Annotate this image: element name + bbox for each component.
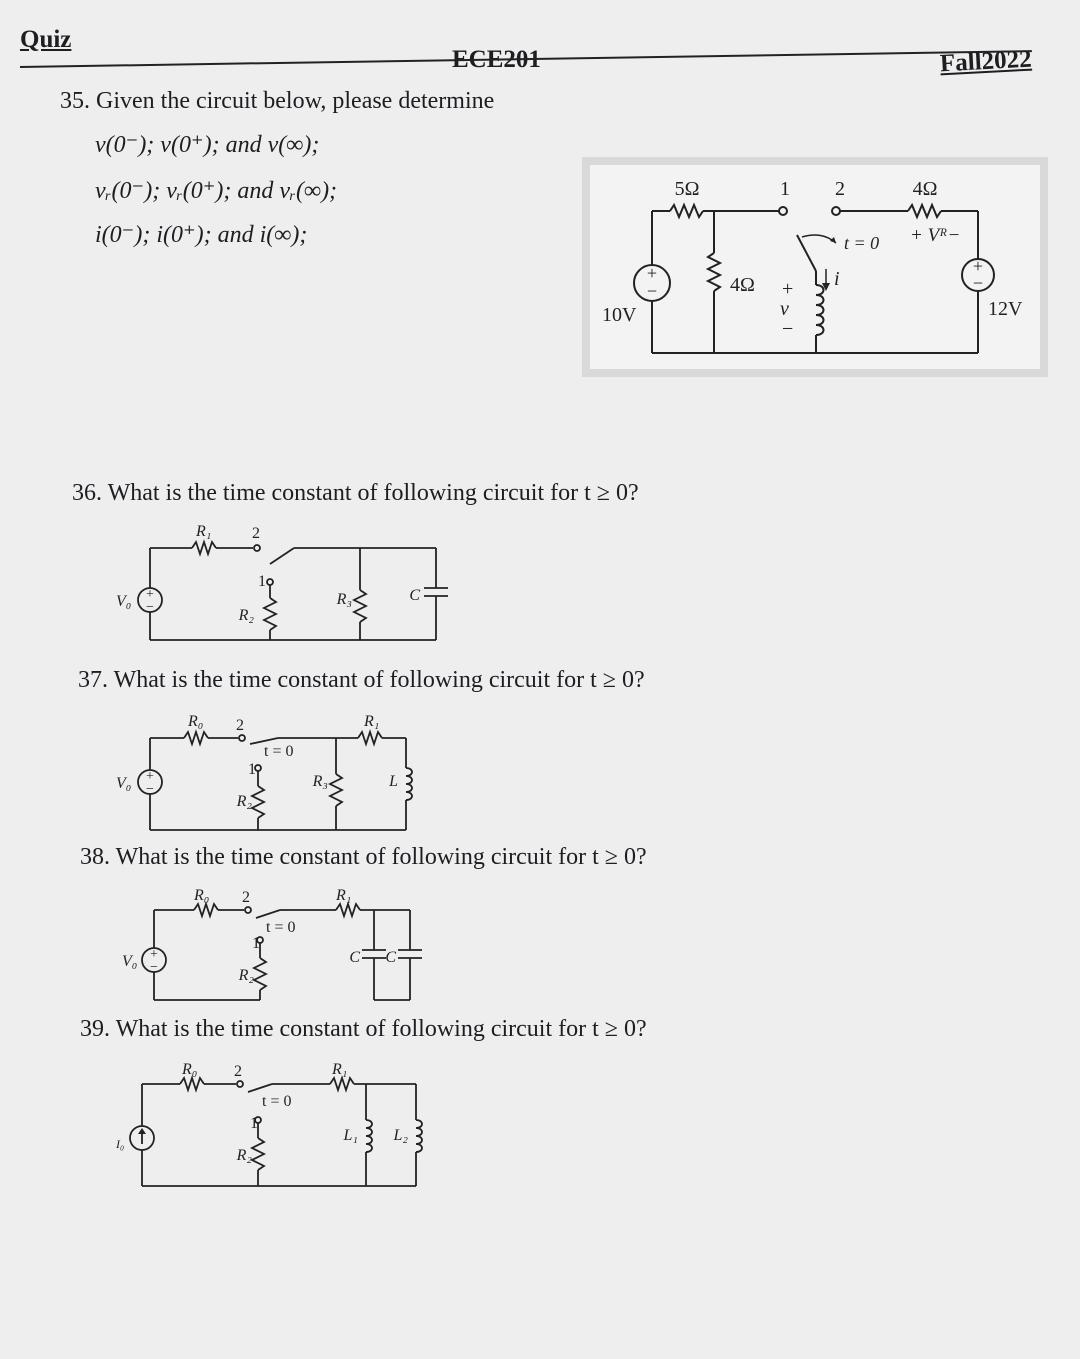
q35-v-minus: − <box>782 318 794 340</box>
q36-stem: 36. What is the time constant of following circuit for t ≥ 0? <box>72 480 639 506</box>
svg-text:+: + <box>146 587 154 602</box>
q35-v-plus: + <box>782 278 794 300</box>
q38-switch-time: t = 0 <box>266 919 296 936</box>
q38-r2-label: R₂ <box>238 967 254 984</box>
q38-c1-label: C <box>349 949 360 966</box>
svg-text:−: − <box>146 782 154 797</box>
q36-r1-label: R₁ <box>196 523 212 540</box>
q39-circuit <box>110 1056 440 1196</box>
q38-r0-label: R₀ <box>194 887 210 904</box>
q37-r2-label: R₂ <box>236 793 252 810</box>
q35-v-left: 10V <box>602 304 637 326</box>
q39-r1-label: R₁ <box>332 1061 348 1078</box>
q37-v0-label: V₀ <box>116 775 132 792</box>
q38-v0-label: V₀ <box>122 953 138 970</box>
q39-node2: 2 <box>234 1063 242 1080</box>
q37-r3-label: R₃ <box>312 773 328 790</box>
q38-r1-label: R₁ <box>336 887 352 904</box>
svg-text:−: − <box>146 600 154 615</box>
q39-i0-label: I₀ <box>116 1137 125 1151</box>
q37-r0-label: R₀ <box>188 713 204 730</box>
q39-node1: 1 <box>250 1115 258 1132</box>
q39-stem: 39. What is the time constant of following circuit for t ≥ 0? <box>80 1016 647 1042</box>
q39-r0-label: R₀ <box>182 1061 198 1078</box>
q35-node1: 1 <box>780 178 790 200</box>
q35-r-right-label: 4Ω <box>912 178 938 200</box>
q37-node2: 2 <box>236 717 244 734</box>
q35-circuit-frame <box>582 157 1048 377</box>
q35-src1-plus: + <box>646 263 658 283</box>
q35-switch-time: t = 0 <box>844 233 880 253</box>
svg-text:−: − <box>150 960 158 975</box>
q35-circuit <box>590 165 1040 369</box>
q35-r-top-label: 5Ω <box>674 178 700 200</box>
q37-node1: 1 <box>248 761 256 778</box>
course-code: ECE201 <box>452 46 541 73</box>
q35-v-label: v <box>780 298 789 320</box>
quiz-label: Quiz <box>20 26 72 53</box>
q35-vr-label: + Vᴿ− <box>910 225 961 246</box>
q36-r2-label: R₂ <box>238 607 254 624</box>
svg-text:+: + <box>146 769 154 784</box>
q37-circuit <box>110 706 430 836</box>
q38-stem: 38. What is the time constant of following circuit for t ≥ 0? <box>80 844 647 870</box>
q35-line2: vᵣ(0⁻); vᵣ(0⁺); and vᵣ(∞); <box>95 178 338 204</box>
q35-i-label: i <box>834 268 840 290</box>
q36-node1: 1 <box>258 573 266 590</box>
q35-line1: v(0⁻); v(0⁺); and v(∞); <box>95 132 320 158</box>
q35-node2: 2 <box>835 178 845 200</box>
q39-l1-label: L₁ <box>343 1127 358 1144</box>
q35-line3: i(0⁻); i(0⁺); and i(∞); <box>95 222 308 248</box>
q36-circuit <box>110 520 470 660</box>
q37-l-label: L <box>389 773 398 790</box>
q35-v-right: 12V <box>988 298 1023 320</box>
q36-c-label: C <box>409 587 420 604</box>
q37-stem: 37. What is the time constant of following circuit for t ≥ 0? <box>78 667 645 693</box>
q35-src2-plus: + <box>972 256 984 276</box>
q38-node2: 2 <box>242 889 250 906</box>
term-label: Fall2022 <box>939 45 1033 78</box>
q35-src1-minus: − <box>646 281 658 301</box>
q35-r-shunt-label: 4Ω <box>730 274 755 296</box>
q36-r3-label: R₃ <box>336 591 352 608</box>
q38-circuit <box>110 882 430 1007</box>
q36-node2: 2 <box>252 525 260 542</box>
q39-switch-time: t = 0 <box>262 1093 292 1110</box>
q39-l2-label: L₂ <box>393 1127 408 1144</box>
q37-switch-time: t = 0 <box>264 743 294 760</box>
q35-stem: 35. Given the circuit below, please determine <box>60 88 495 114</box>
q39-r2-label: R₂ <box>236 1147 252 1164</box>
q38-c2-label: C <box>385 949 396 966</box>
q38-node1: 1 <box>252 935 260 952</box>
q37-r1-label: R₁ <box>364 713 380 730</box>
q35-src2-minus: − <box>972 273 984 293</box>
svg-text:+: + <box>150 947 158 962</box>
q36-v0-label: V₀ <box>116 593 132 610</box>
